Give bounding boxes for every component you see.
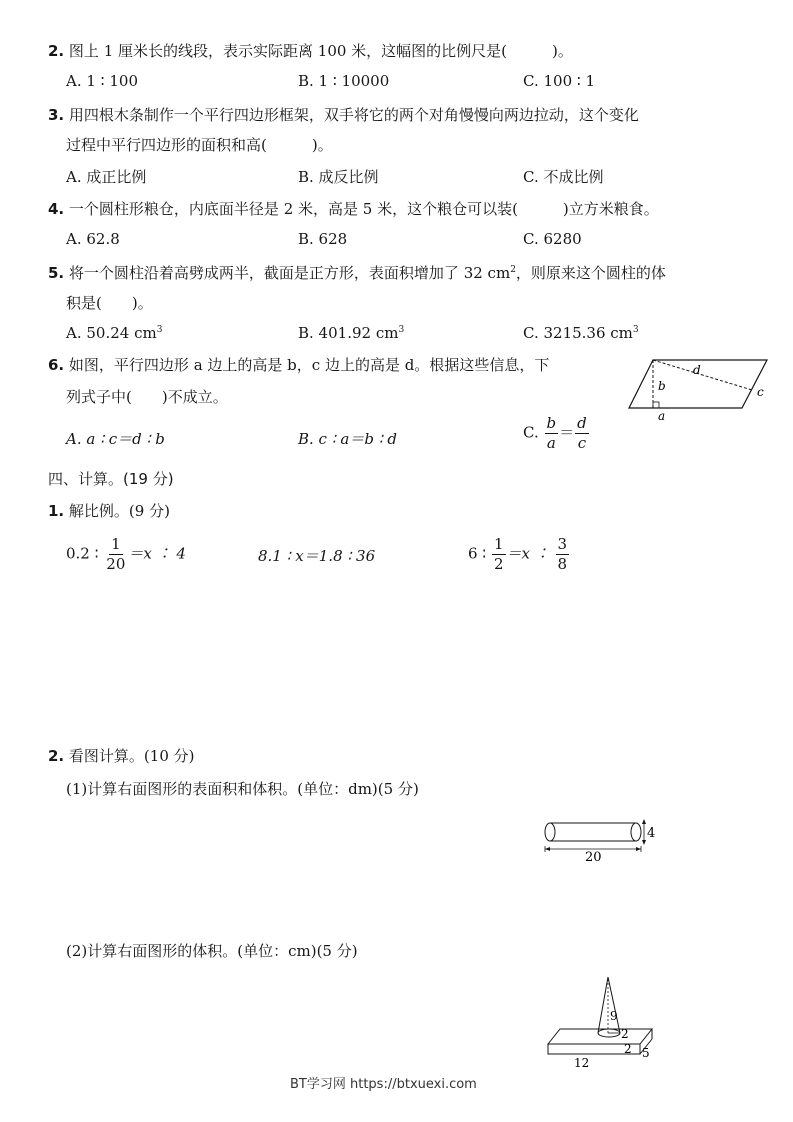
label-box-width: 5: [642, 1046, 650, 1060]
question-number: 4.: [48, 200, 65, 218]
option-b: B. 1 ∶ 10000: [298, 72, 390, 90]
option-b: B. 401.92 $cm^3$: [298, 324, 405, 342]
label-c: c: [757, 385, 764, 399]
cone-box-figure: [540, 970, 670, 1074]
question-number: 2.: [48, 747, 65, 765]
question-text: 解比例。(9 分): [68, 502, 170, 520]
question-number: 3.: [48, 106, 65, 124]
question-text: 一个圆柱形粮仓，内底面半径是 2 米，高是 5 米，这个粮仓可以装( )立方米粮食。: [68, 200, 659, 218]
option-c: C. 不成比例: [523, 168, 604, 186]
label-length: 20: [585, 850, 602, 864]
question-text-line1: 用四根木条制作一个平行四边形框架，双手将它的两个对角慢慢向两边拉动，这个变化: [68, 106, 639, 124]
label-cone-radius: 2: [621, 1027, 629, 1041]
label-a: a: [658, 409, 666, 423]
question-text: 图上 1 厘米长的线段，表示实际距离 100 米，这幅图的比例尺是( )。: [68, 42, 573, 60]
option-c: C. 3215.36 $cm^3$: [523, 324, 639, 342]
section-title: 四、计算。(19 分): [48, 470, 174, 488]
question-6: [48, 354, 549, 375]
option-b: B. c ∶ a＝b ∶ d: [298, 430, 397, 448]
question-text: 看图计算。(10 分): [68, 747, 195, 765]
question-4: [48, 198, 659, 219]
cylinder-figure: [538, 808, 658, 864]
option-a: A. a ∶ c＝d ∶ b: [66, 430, 165, 448]
question-text-line2: 过程中平行四边形的面积和高( )。: [66, 136, 333, 154]
question-5: [48, 262, 666, 283]
label-box-height: 2: [624, 1042, 632, 1056]
parallelogram-figure: [625, 352, 775, 424]
question-number: 5.: [48, 264, 65, 282]
option-a: A. 成正比例: [66, 168, 147, 186]
question-2: [48, 40, 573, 61]
label-b: b: [658, 379, 666, 393]
equation-1: 0.2 ∶ $\frac{1}{20}$ ＝x ∶ 4: [66, 535, 186, 573]
label-cone-height: 9: [610, 1009, 618, 1023]
question-text-pre: 将一个圆柱沿着高劈成两半，截面是正方形，表面积增加了 32 cm: [68, 264, 511, 282]
exponent: 2: [510, 265, 516, 275]
sub-question-2: (2)计算右面图形的体积。(单位：cm)(5 分): [66, 942, 358, 960]
label-d: d: [693, 363, 701, 377]
question-text-line1: 如图，平行四边形 a 边上的高是 b，c 边上的高是 d。根据这些信息，下: [68, 356, 550, 374]
option-a: A. 62.8: [66, 230, 120, 248]
equation-3: 6 ∶ $\frac{1}{2}$ ＝x ∶ $\frac{3}{8}$: [468, 535, 568, 573]
footer-watermark: BT学习网 https://btxuexi.com: [290, 1077, 477, 1092]
calc-1: [48, 500, 170, 521]
option-c: C. $\frac{b}{a}$ ＝ $\frac{d}{c}$: [523, 414, 587, 452]
question-number: 6.: [48, 356, 65, 374]
label-box-length: 12: [574, 1056, 590, 1070]
calc-2: [48, 745, 194, 766]
question-text-line2: 列式子中( )不成立。: [66, 388, 228, 406]
question-number: 2.: [48, 42, 65, 60]
option-b: B. 成反比例: [298, 168, 379, 186]
option-c: C. 6280: [523, 230, 582, 248]
question-text-line2: 积是( )。: [66, 294, 153, 312]
label-diameter: 4: [647, 826, 656, 841]
question-text-post: ，则原来这个圆柱的体: [515, 264, 666, 282]
option-b: B. 628: [298, 230, 348, 248]
question-number: 1.: [48, 502, 65, 520]
sub-question-1: (1)计算右面图形的表面积和体积。(单位：dm)(5 分): [66, 780, 419, 798]
equation-2: 8.1 ∶ x＝1.8 ∶ 36: [258, 547, 376, 565]
option-a: A. 1 ∶ 100: [66, 72, 138, 90]
option-c: C. 100 ∶ 1: [523, 72, 596, 90]
option-a: A. 50.24 $cm^3$: [66, 324, 163, 342]
question-3: [48, 104, 639, 125]
